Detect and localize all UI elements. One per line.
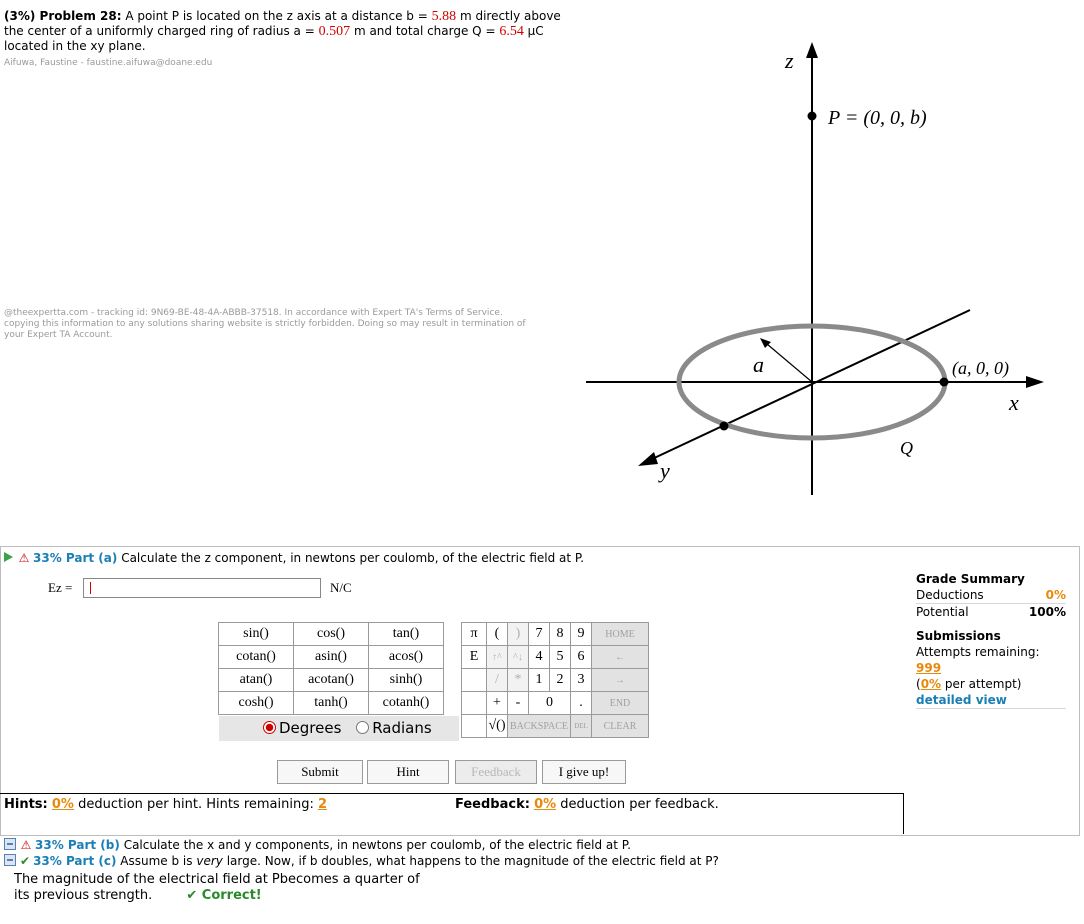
empty-cell	[462, 692, 487, 715]
point-p	[808, 112, 817, 121]
hints-text: deduction per hint. Hints remaining:	[78, 797, 314, 812]
ring-diagram	[560, 40, 1080, 510]
deductions-row	[916, 587, 1066, 604]
x-arrowhead	[1026, 376, 1044, 388]
feedback-info	[455, 797, 719, 812]
part-a-header	[4, 550, 584, 566]
check-icon: ✔	[20, 854, 31, 868]
hints-remaining: 2	[318, 797, 328, 812]
right-arrow-button[interactable]: →	[592, 669, 649, 692]
feedback-text: deduction per feedback.	[560, 797, 719, 812]
calculator-functions	[218, 622, 444, 715]
b-value: 5.88	[431, 9, 457, 24]
plus-button[interactable]: +	[487, 692, 508, 715]
part-b-percent: 33% Part (b)	[35, 838, 120, 852]
degrees-radio[interactable]	[263, 721, 276, 734]
calculator-keypad	[461, 622, 649, 738]
per-attempt-value: 0%	[920, 677, 942, 691]
b-unit: m directly above	[459, 9, 561, 23]
potential-value: 100%	[1028, 605, 1066, 619]
part-c-prompt-em: very	[196, 854, 223, 868]
del-button[interactable]: DEL	[571, 715, 592, 738]
submissions-title: Submissions	[916, 629, 1001, 643]
warning-icon: ⚠	[20, 838, 32, 852]
down-power-button[interactable]: ^↓	[508, 646, 529, 669]
a-point-label: (a, 0, 0)	[952, 358, 1009, 378]
part-c-prompt-2: large. Now, if b doubles, what happens to the magnitude of the electric field at P?	[226, 854, 719, 868]
key-6[interactable]: 6	[571, 646, 592, 669]
collapse-icon[interactable]	[4, 854, 16, 866]
radians-radio[interactable]	[356, 721, 369, 734]
part-a-percent: 33% Part (a)	[33, 551, 118, 565]
ez-label: Ez =	[48, 580, 73, 595]
decimal-button[interactable]: .	[571, 692, 592, 715]
a-label: a	[753, 352, 764, 377]
tan-button[interactable]: tan()	[369, 623, 444, 646]
atan-button[interactable]: atan()	[219, 669, 294, 692]
p-label: P = (0, 0, b)	[828, 107, 927, 129]
potential-label: Potential	[916, 605, 969, 619]
radians-option[interactable]	[356, 719, 432, 737]
per-attempt-row: (0% per attempt)	[916, 677, 1022, 691]
a-value: 0.507	[318, 24, 351, 39]
radius-line	[767, 344, 812, 382]
per-attempt-label: per attempt)	[944, 677, 1022, 691]
radians-label: Radians	[372, 719, 432, 737]
clear-button[interactable]: CLEAR	[592, 715, 649, 738]
detailed-view-row	[916, 692, 1066, 709]
part-a-prompt: Calculate the z component, in newtons per coulomb, of the electric field at P.	[121, 551, 585, 565]
part-c-header	[4, 853, 719, 869]
z-label: z	[785, 48, 794, 73]
angle-mode-selector	[219, 716, 459, 741]
part-b-prompt: Calculate the x and y components, in newtons per coulomb, of the electric field at P.	[123, 838, 631, 852]
warning-icon: ⚠	[18, 551, 30, 565]
key-4[interactable]: 4	[529, 646, 550, 669]
key-8[interactable]: 8	[550, 623, 571, 646]
cos-button[interactable]: cos()	[294, 623, 369, 646]
ez-answer-input[interactable]	[83, 578, 321, 598]
part-b-header	[4, 837, 631, 853]
backspace-button[interactable]: BACKSPACE	[508, 715, 571, 738]
cosh-button[interactable]: cosh()	[219, 692, 294, 715]
attempts-value: 999	[916, 661, 942, 675]
x-label: x	[1009, 390, 1019, 415]
empty-cell	[462, 715, 487, 738]
up-power-button[interactable]: ↑^	[487, 646, 508, 669]
sin-button[interactable]: sin()	[219, 623, 294, 646]
submit-button[interactable]: Submit	[277, 760, 363, 784]
author-line: Aifuwa, Faustine - faustine.aifuwa@doane.edu	[4, 58, 213, 68]
key-0[interactable]: 0	[529, 692, 571, 715]
ez-unit: N/C	[330, 580, 352, 595]
part-c-answer-text: The magnitude of the electrical field at Pbecomes a quarter of its previous strength.	[14, 872, 420, 903]
attempts-row	[916, 644, 1066, 676]
open-paren-button[interactable]: (	[487, 623, 508, 646]
feedback-label: Feedback:	[455, 797, 530, 812]
hint-button[interactable]: Hint	[367, 760, 449, 784]
grade-summary	[916, 571, 1066, 709]
degrees-label: Degrees	[279, 719, 342, 737]
copyright-notice: @theexpertta.com - tracking id: 9N69-BE-48-4A-ABBB-37518. In accordance with Expert TA's Terms of Service. copying this information to any solutions sharing website is strictly forbidden. Doing so may result in termination of your Expert TA Account.	[4, 308, 526, 340]
part-c-answer	[14, 872, 434, 904]
feedback-button: Feedback	[455, 760, 537, 784]
part-c-percent: 33% Part (c)	[33, 854, 117, 868]
acos-button[interactable]: acos()	[369, 646, 444, 669]
key-5[interactable]: 5	[550, 646, 571, 669]
key-3[interactable]: 3	[571, 669, 592, 692]
a-unit: m and total charge Q =	[353, 24, 496, 38]
asin-button[interactable]: asin()	[294, 646, 369, 669]
detailed-view-link[interactable]: detailed view	[916, 693, 1007, 707]
minus-button[interactable]: -	[508, 692, 529, 715]
problem-statement	[4, 9, 564, 69]
key-1[interactable]: 1	[529, 669, 550, 692]
grade-summary-title: Grade Summary	[916, 572, 1025, 586]
problem-text-2: the center of a uniformly charged ring of radius a =	[4, 24, 315, 38]
potential-row	[916, 604, 1066, 620]
give-up-button[interactable]: I give up!	[542, 760, 626, 784]
hints-percent: 0%	[51, 797, 74, 812]
hints-label: Hints:	[4, 797, 48, 812]
z-arrowhead	[806, 42, 818, 58]
hints-info	[4, 797, 327, 812]
point-a	[940, 378, 949, 387]
sqrt-button[interactable]: √()	[487, 715, 508, 738]
problem-header: (3%) Problem 28:	[4, 9, 122, 23]
home-button[interactable]: HOME	[592, 623, 649, 646]
pi-button[interactable]: π	[462, 623, 487, 646]
key-9[interactable]: 9	[571, 623, 592, 646]
divide-button[interactable]: /	[487, 669, 508, 692]
key-2[interactable]: 2	[550, 669, 571, 692]
empty-cell	[462, 669, 487, 692]
play-icon[interactable]	[4, 552, 13, 562]
tanh-button[interactable]: tanh()	[294, 692, 369, 715]
y-label: y	[660, 458, 670, 483]
deductions-label: Deductions	[916, 588, 984, 602]
key-7[interactable]: 7	[529, 623, 550, 646]
text-caret	[90, 582, 91, 594]
expand-icon[interactable]	[4, 838, 16, 850]
y-arrowhead	[638, 452, 658, 466]
feedback-percent: 0%	[534, 797, 557, 812]
cotanh-button[interactable]: cotanh()	[369, 692, 444, 715]
end-button[interactable]: END	[592, 692, 649, 715]
problem-text-1: A point P is located on the z axis at a distance b =	[125, 9, 428, 23]
left-arrow-button[interactable]: ←	[592, 646, 649, 669]
close-paren-button[interactable]: )	[508, 623, 529, 646]
q-unit: μC	[527, 24, 544, 38]
acotan-button[interactable]: acotan()	[294, 669, 369, 692]
deductions-value: 0%	[1045, 588, 1066, 602]
degrees-option[interactable]	[263, 719, 341, 737]
attempts-label: Attempts remaining:	[916, 645, 1040, 659]
problem-text-3: located in the xy plane.	[4, 39, 146, 53]
sinh-button[interactable]: sinh()	[369, 669, 444, 692]
ring-point	[720, 422, 729, 431]
multiply-button[interactable]: *	[508, 669, 529, 692]
q-value: 6.54	[499, 24, 524, 39]
e-button[interactable]: E	[462, 646, 487, 669]
correct-result: ✔ Correct!	[186, 888, 262, 903]
part-c-prompt-1: Assume b is	[120, 854, 193, 868]
q-label: Q	[900, 438, 913, 458]
cotan-button[interactable]: cotan()	[219, 646, 294, 669]
